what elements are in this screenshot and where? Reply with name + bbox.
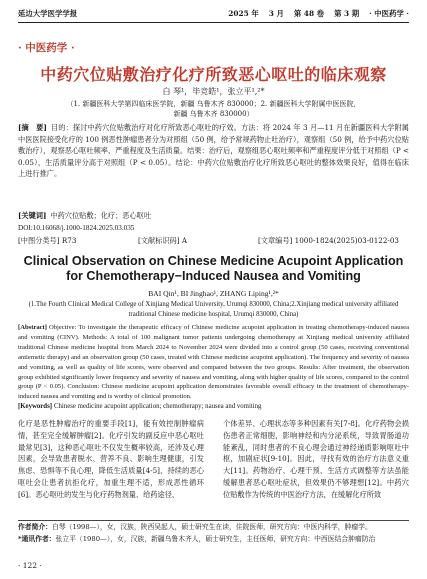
clc-label: [中图分类号] xyxy=(18,236,60,245)
keywords-en xyxy=(18,403,409,410)
abstract-en-label: [Abstract] xyxy=(18,324,47,331)
page-number: · 122 · xyxy=(18,561,42,570)
article-number-label: [文章编号] xyxy=(258,236,293,245)
corresponding-author-label: *通讯作者： xyxy=(18,535,56,543)
abstract-cn-label: [摘 要] xyxy=(18,123,47,132)
document-code xyxy=(138,236,258,246)
article-title-cn: 中药穴位贴敷治疗化疗所致恶心呕吐的临床观察 xyxy=(40,65,387,84)
clc-code xyxy=(18,236,138,246)
authors-cn: 白 琴¹，毕竞皓¹，张立平¹,²* xyxy=(162,87,265,96)
authors-en: BAI Qin¹, BI Jinghao¹, ZHANG Liping¹,²* xyxy=(148,289,279,298)
corresponding-author-text: 张立平（1980—），女，汉族，新疆乌鲁木齐人，硕士研究生，主任医师，研究方向：中西医结合肿瘤防治 xyxy=(55,535,376,543)
corresponding-author xyxy=(18,535,409,545)
header-section-tag: · 中医药学 · xyxy=(369,9,409,18)
article-number-value: 1000-1824(2025)03-0122-03 xyxy=(294,236,400,245)
affiliation-cn-line-2: 新疆 乌鲁木齐 830000） xyxy=(173,110,254,118)
clc-value: R73 xyxy=(61,236,77,245)
body-column-left: 化疗是恶性肿瘤治疗的重要手段[1]，能有效控制肿瘤病情，甚至完全缓解肿瘤[2]。化疗引发的副反应中恶心呕吐最常见[3]，这种恶心呕吐不仅发生概率较高，还涉及心理因素，会导致患者脱水、营养不良、影响生理健康，引发焦虑、恐惧等不良心理，降低生活质量[4-5]，持续的恶心呕吐会让患者抗拒化疗，加重生理不适，形成恶性循环[6]。恶心呕吐的发生与化疗药物剂量、给药途径、 xyxy=(18,419,204,499)
journal-name: 延边大学医学学报 xyxy=(18,9,78,18)
doc-code-label: [文献标识码] xyxy=(138,236,180,245)
issue-month: 3 月 xyxy=(268,9,284,18)
doi: DOI:10.16068/j.1000-1824.2025.03.035 xyxy=(18,224,135,232)
footnote-rule xyxy=(18,520,409,521)
article-title-en: Clinical Observation on Chinese Medicine Acupoint Application for Chemotherapy−Induced Nausea and Vomiting xyxy=(23,254,404,283)
keywords-cn xyxy=(18,210,409,222)
author-intro xyxy=(18,523,409,533)
issue-number: 第 3 期 xyxy=(334,9,360,18)
issue-volume: 第 48 卷 xyxy=(293,9,325,18)
issue-year: 2025 年 xyxy=(228,9,259,18)
affiliation-cn-line-1: （1. 新疆医科大学第四临床医学院，新疆 乌鲁木齐 830000；2. 新疆医科大学附属中医医院， xyxy=(66,100,361,108)
author-intro-text: 白琴（1998—），女，汉族，陕西吴起人，硕士研究生在读，住院医师，研究方向：中医内科学，肿瘤学。 xyxy=(51,523,372,531)
doc-code-value: A xyxy=(181,236,188,245)
header-rule xyxy=(18,22,409,23)
keywords-cn-label: [关键词] xyxy=(18,211,47,220)
abstract-cn xyxy=(18,122,409,180)
body-column-right: 个体差异、心理状态等多种因素有关[7-8]。化疗药物会损伤患者正常细胞，影响神经和内分泌系统，导致胃肠道功能紊乱，同时患者的不良心理会通过神经递质影响呕吐中枢，加剧症状[9-10]。因此，寻找有效的治疗方法意义重大[11]。药物治疗、心理干预、生活方式调整等方法虽能缓解患者恶心呕吐症状，但效果仍不够理想[12]。中药穴位贴敷作为传统的中医治疗方法，在缓解化疗所致 xyxy=(223,419,409,499)
abstract-en-text: Objective: To investigate the therapeutic efficacy of Chinese medicine acupoint application in treating chemotherapy-induced nausea and vomiting (CINV). Methods: A total of 100 malignant tumor patients undergoing chemotherapy at Xinjiang medical university affiliated traditional Chinese medicine hospital from March 2024 to November 2024 were divided into a control group (50 cases, receiving conventional antiemetic therapy) and an observation group (50 cases, treated with Chinese medicine acupoint application). The frequency and severity of nausea and vomiting, as well as quality of life scores, were observed and compared between the two groups. Results: After treatment, the observation group exhibited significantly lower frequency and severity of nausea and vomiting, along with higher quality of life scores, compared to the control group (P < 0.05). Conclusion: Chinese medicine acupoint application demonstrates favorable overall efficacy in the treatment of chemotherapy-induced nausea and vomiting and is worthy of clinical promotion. xyxy=(18,324,409,401)
affiliation-en: (1.The Fourth Clinical Medical College of Xinjiang Medical University, Urumqi 830000, China;2.Xinjiang medical university affiliated traditional Chinese medicine hospital, Urumqi 830000, China) xyxy=(28,301,399,318)
abstract-cn-text: 目的：探讨中药穴位贴敷治疗对化疗所致恶心呕吐的疗效。方法：将 2024 年 3 月—11 月在新疆医科大学附属中医医院接受化疗的 100 例恶性肿瘤患者分为对照组（50 例，给予常规药物止吐治疗），观察组（50 例，给予中药穴位贴敷治疗），观察恶心呕吐频率、严重程度及生活质量。结果：治疗后，观察组恶心呕吐频率和严重程度评分低于对照组（P < 0.05），生活质量评分高于对照组（P < 0.05）。结论：中药穴位贴敷治疗化疗所致恶心呕吐的整体效果良好，值得在临床上进行推广。 xyxy=(18,123,409,179)
issue-info xyxy=(228,8,409,19)
keywords-cn-text: 中药穴位贴敷；化疗；恶心呕吐 xyxy=(50,211,152,220)
classification-row xyxy=(18,236,409,246)
keywords-en-label: [Keywords] xyxy=(18,403,52,410)
section-label: · 中医药学 · xyxy=(18,42,75,54)
running-header xyxy=(18,8,409,19)
author-intro-label: 作者简介： xyxy=(18,523,52,531)
article-number xyxy=(258,236,399,246)
keywords-en-text: Chinese medicine acupoint application; chemotherapy; nausea and vomiting xyxy=(53,403,262,410)
abstract-en xyxy=(18,323,409,402)
